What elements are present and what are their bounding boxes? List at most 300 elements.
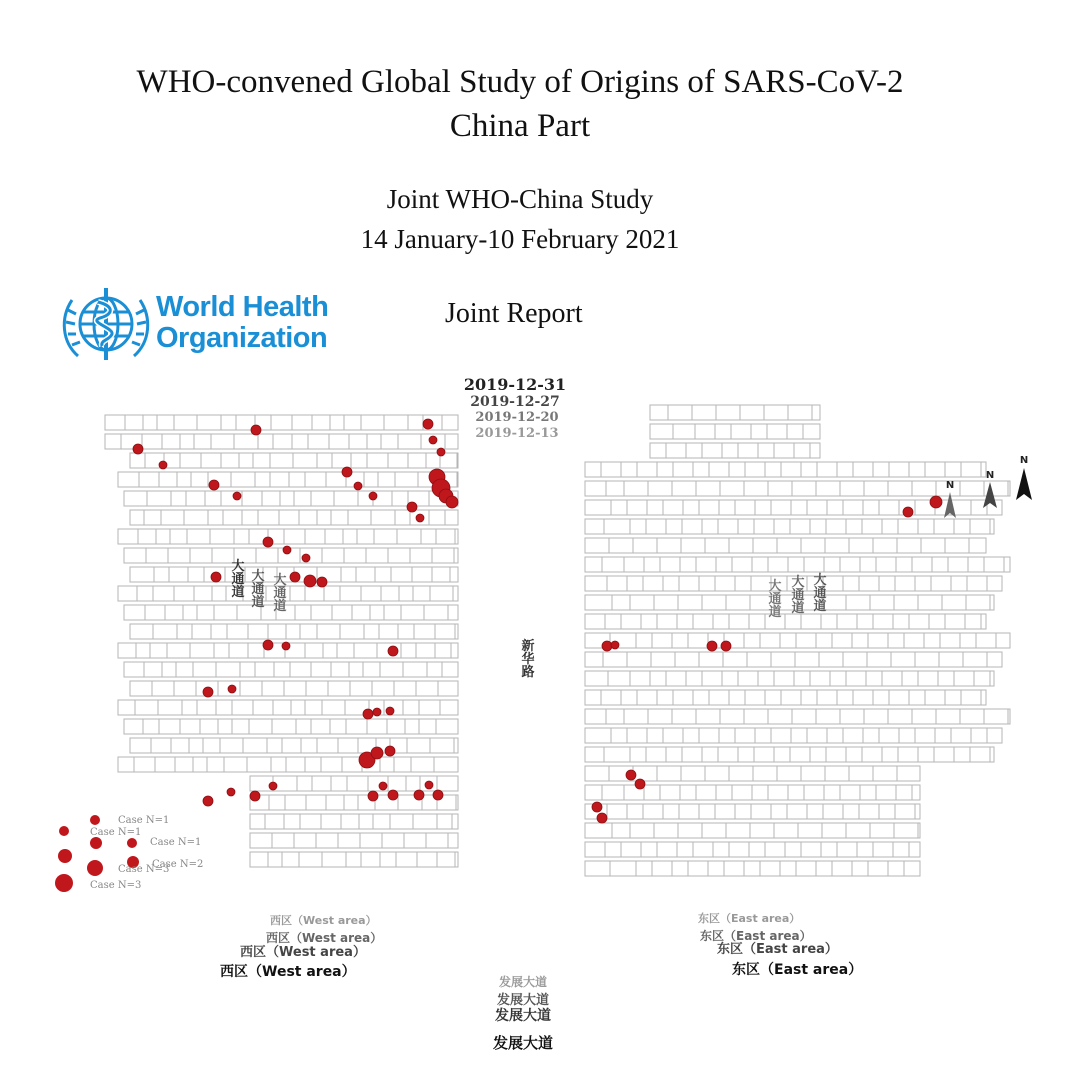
- case-legend: [55, 815, 203, 892]
- stall: [585, 538, 609, 553]
- stall: [322, 700, 345, 715]
- stall: [873, 614, 893, 629]
- stall: [987, 576, 1002, 591]
- stall: [948, 557, 968, 572]
- stall: [843, 652, 867, 667]
- stall: [161, 510, 184, 525]
- stall: [705, 766, 729, 781]
- stall: [341, 814, 359, 829]
- case-marker: [159, 461, 167, 469]
- stall: [912, 785, 920, 800]
- west-area-label-1: 西区（West area）: [270, 914, 377, 927]
- stall: [152, 681, 174, 696]
- stall: [673, 690, 693, 705]
- stall: [255, 472, 270, 487]
- stall: [364, 472, 378, 487]
- stall: [732, 557, 752, 572]
- case-marker: [304, 575, 316, 587]
- stall: [893, 614, 909, 629]
- stall: [702, 671, 722, 686]
- stall: [857, 614, 873, 629]
- stall: [361, 415, 384, 430]
- stall: [125, 415, 143, 430]
- stall: [791, 728, 807, 743]
- stall: [347, 776, 368, 791]
- stall: [410, 548, 432, 563]
- stall: [258, 434, 273, 449]
- stall: [197, 605, 214, 620]
- stall: [787, 804, 807, 819]
- stall: [384, 415, 408, 430]
- stall: [832, 861, 852, 876]
- stall: [804, 785, 824, 800]
- stall: [239, 453, 253, 468]
- stall: [337, 643, 354, 658]
- stall: [893, 842, 909, 857]
- stall: [130, 624, 153, 639]
- stall: [792, 481, 816, 496]
- stall: [738, 671, 758, 686]
- stall: [211, 434, 234, 449]
- case-marker: [437, 448, 445, 456]
- stall: [153, 624, 177, 639]
- date-label-1: 2019-12-31: [463, 375, 567, 394]
- stall: [961, 690, 981, 705]
- stall: [768, 557, 788, 572]
- stall: [630, 595, 654, 610]
- stall: [752, 557, 768, 572]
- stall: [745, 462, 765, 477]
- stall: [332, 605, 352, 620]
- study-dates: 14 January-10 February 2021: [360, 224, 680, 254]
- stall: [367, 434, 381, 449]
- stall: [882, 519, 898, 534]
- stall: [843, 728, 863, 743]
- stall: [311, 719, 330, 734]
- stall: [234, 434, 258, 449]
- case-marker: [368, 791, 378, 801]
- stall: [832, 633, 852, 648]
- stall: [610, 861, 636, 876]
- stall: [373, 814, 390, 829]
- stall: [693, 614, 713, 629]
- stall: [405, 719, 419, 734]
- stall: [366, 548, 388, 563]
- stall: [672, 481, 696, 496]
- stall: [146, 548, 168, 563]
- stall: [169, 567, 188, 582]
- stall: [296, 719, 311, 734]
- stall: [457, 453, 458, 468]
- stall: [243, 738, 267, 753]
- stall: [118, 529, 138, 544]
- stall: [868, 861, 888, 876]
- stall: [210, 529, 234, 544]
- stall: [357, 529, 374, 544]
- datong-road-label-west-1: 大通道: [228, 558, 244, 598]
- stall: [716, 785, 732, 800]
- stall: [455, 624, 458, 639]
- stall: [603, 652, 627, 667]
- stall: [250, 814, 265, 829]
- stall: [306, 681, 328, 696]
- stall: [352, 605, 370, 620]
- stall: [715, 804, 735, 819]
- stall: [683, 500, 699, 515]
- stall: [171, 738, 189, 753]
- stall: [413, 814, 437, 829]
- stall: [154, 567, 169, 582]
- stall: [846, 671, 866, 686]
- stall: [758, 443, 774, 458]
- stall: [240, 681, 262, 696]
- stall: [650, 424, 673, 439]
- stall: [346, 719, 367, 734]
- stall: [695, 424, 715, 439]
- stall: [324, 586, 340, 601]
- stall: [960, 709, 984, 724]
- stall: [852, 633, 868, 648]
- stall: [201, 453, 221, 468]
- stall: [340, 586, 361, 601]
- stall: [435, 624, 455, 639]
- stall: [666, 671, 686, 686]
- stall: [374, 529, 397, 544]
- stall: [143, 415, 157, 430]
- stall: [448, 605, 458, 620]
- stall: [971, 728, 987, 743]
- stall: [627, 728, 647, 743]
- stall: [826, 519, 846, 534]
- stall: [627, 652, 651, 667]
- stall: [150, 643, 167, 658]
- stall: [912, 481, 936, 496]
- stall: [918, 671, 938, 686]
- stall: [174, 681, 196, 696]
- stall: [705, 538, 729, 553]
- stall: [604, 519, 630, 534]
- stall: [897, 538, 921, 553]
- stall: [191, 472, 208, 487]
- stall: [894, 823, 918, 838]
- stall: [918, 519, 934, 534]
- stall: [372, 681, 394, 696]
- stall: [183, 605, 197, 620]
- stall: [180, 453, 201, 468]
- stall: [432, 567, 450, 582]
- stall: [918, 823, 920, 838]
- stall: [904, 633, 924, 648]
- stall: [167, 643, 190, 658]
- stall: [395, 510, 410, 525]
- stall: [124, 491, 147, 506]
- stall: [657, 690, 673, 705]
- legend-label-4: Case N=2: [152, 859, 204, 870]
- stall: [457, 472, 458, 487]
- stall: [747, 652, 771, 667]
- stall: [722, 671, 738, 686]
- stall: [340, 624, 364, 639]
- stall: [755, 500, 771, 515]
- stall: [344, 415, 361, 430]
- stall: [682, 747, 702, 762]
- stall: [823, 804, 843, 819]
- stall: [867, 652, 891, 667]
- stall: [450, 567, 458, 582]
- stall: [395, 472, 418, 487]
- stall: [987, 652, 1002, 667]
- stall: [909, 842, 920, 857]
- stall: [745, 690, 765, 705]
- stall: [931, 576, 951, 591]
- stall: [432, 548, 454, 563]
- stall: [180, 719, 200, 734]
- stall: [269, 795, 285, 810]
- stall: [363, 662, 380, 677]
- stall: [416, 643, 435, 658]
- stall: [299, 510, 317, 525]
- stall: [974, 671, 990, 686]
- stall: [970, 747, 990, 762]
- stall: [686, 443, 702, 458]
- stall: [232, 700, 253, 715]
- stall: [984, 709, 1008, 724]
- stall: [338, 833, 360, 848]
- stall: [663, 804, 679, 819]
- stall: [794, 671, 810, 686]
- stall: [753, 766, 777, 781]
- legend-marker: [90, 815, 100, 825]
- stall: [702, 823, 726, 838]
- stall: [968, 557, 984, 572]
- stall: [270, 453, 293, 468]
- stall: [350, 681, 372, 696]
- stall: [305, 643, 323, 658]
- stall: [873, 842, 893, 857]
- stall: [607, 804, 627, 819]
- stall: [954, 671, 974, 686]
- stall: [785, 842, 801, 857]
- stall: [118, 757, 134, 772]
- stall: [918, 595, 942, 610]
- stall: [765, 690, 781, 705]
- stall: [194, 434, 211, 449]
- stall: [412, 567, 432, 582]
- stall: [754, 747, 774, 762]
- stall: [605, 614, 621, 629]
- stall: [585, 519, 604, 534]
- stall: [1004, 557, 1010, 572]
- stall: [660, 785, 680, 800]
- stall: [326, 795, 344, 810]
- stall: [208, 510, 223, 525]
- stall: [652, 633, 672, 648]
- stall: [421, 529, 436, 544]
- stall: [301, 738, 317, 753]
- case-marker: [385, 746, 395, 756]
- stall: [768, 785, 788, 800]
- stall: [798, 823, 822, 838]
- case-marker: [133, 444, 143, 454]
- stall: [801, 690, 817, 705]
- stall: [702, 519, 718, 534]
- stall: [442, 662, 458, 677]
- stall: [440, 700, 458, 715]
- development-road-label-4: 发展大道: [492, 1034, 554, 1052]
- stall: [780, 633, 796, 648]
- stall: [417, 852, 437, 867]
- report-title-line2: China Part: [449, 108, 591, 144]
- development-road-label-2: 发展大道: [496, 993, 550, 1008]
- stall: [139, 472, 159, 487]
- stall: [990, 747, 994, 762]
- stall: [397, 529, 421, 544]
- stall: [381, 586, 399, 601]
- stall: [791, 500, 807, 515]
- stall: [765, 462, 781, 477]
- stall: [873, 462, 889, 477]
- stall: [585, 823, 612, 838]
- date-label-2: 2019-12-27: [470, 394, 560, 410]
- west-area-label-3: 西区（West area）: [240, 945, 366, 960]
- stall: [442, 415, 458, 430]
- stall: [216, 700, 232, 715]
- stall: [322, 852, 346, 867]
- stall: [306, 795, 326, 810]
- stall: [750, 823, 774, 838]
- stall: [729, 614, 749, 629]
- stall: [130, 681, 152, 696]
- stall: [413, 586, 430, 601]
- case-marker: [903, 507, 913, 517]
- stall: [936, 709, 960, 724]
- stall: [810, 747, 826, 762]
- stall: [272, 719, 296, 734]
- stall: [361, 586, 381, 601]
- case-marker: [290, 572, 300, 582]
- stall: [821, 842, 837, 857]
- stall: [180, 434, 194, 449]
- stall: [862, 519, 882, 534]
- stall: [810, 443, 820, 458]
- stall: [311, 491, 334, 506]
- stall: [174, 586, 194, 601]
- stall: [888, 709, 912, 724]
- stall: [749, 614, 765, 629]
- stall: [332, 453, 351, 468]
- stall: [607, 576, 627, 591]
- who-emblem-icon: [56, 282, 156, 366]
- stall: [328, 681, 350, 696]
- stall: [990, 595, 994, 610]
- market-case-map: [0, 360, 1080, 1080]
- stall: [863, 500, 879, 515]
- stall: [976, 633, 996, 648]
- stall: [255, 662, 274, 677]
- stall: [384, 605, 401, 620]
- stall: [142, 434, 162, 449]
- stall: [343, 529, 357, 544]
- stall: [663, 576, 679, 591]
- stall: [660, 557, 680, 572]
- legend-label-2: Case N=1: [90, 827, 142, 838]
- stall: [118, 586, 137, 601]
- stall: [399, 586, 413, 601]
- stall: [819, 652, 843, 667]
- stall: [585, 671, 608, 686]
- stall: [360, 833, 382, 848]
- stall: [436, 529, 455, 544]
- stall: [427, 662, 442, 677]
- stall: [644, 785, 660, 800]
- stall: [124, 605, 145, 620]
- stall: [752, 785, 768, 800]
- stall: [331, 776, 347, 791]
- stall: [668, 405, 692, 420]
- stall: [359, 814, 373, 829]
- stall: [248, 643, 264, 658]
- case-marker: [250, 791, 260, 801]
- legend-label-6: Case N=3: [90, 880, 142, 891]
- stall: [361, 852, 380, 867]
- stall: [915, 728, 935, 743]
- case-marker: [930, 496, 942, 508]
- stall: [311, 662, 331, 677]
- stall: [162, 662, 176, 677]
- stall: [351, 453, 367, 468]
- stall: [162, 434, 180, 449]
- stall: [182, 700, 197, 715]
- stall: [849, 766, 873, 781]
- stall: [305, 529, 325, 544]
- stall: [627, 804, 643, 819]
- stall: [292, 434, 308, 449]
- stall: [294, 491, 311, 506]
- who-name-line2: Organization: [156, 322, 328, 354]
- case-marker: [363, 709, 373, 719]
- stall: [860, 785, 876, 800]
- stall: [663, 728, 683, 743]
- stall: [159, 719, 180, 734]
- stall: [286, 624, 300, 639]
- stall: [212, 586, 226, 601]
- stall: [207, 757, 224, 772]
- stall: [105, 415, 125, 430]
- stall: [144, 662, 162, 677]
- west-area-label-4: 西区（West area）: [220, 964, 356, 980]
- stall: [602, 785, 624, 800]
- stall: [807, 728, 827, 743]
- stall: [895, 804, 915, 819]
- stall: [801, 842, 821, 857]
- stall: [585, 595, 612, 610]
- stall: [190, 643, 214, 658]
- stall: [873, 766, 897, 781]
- stall: [764, 405, 788, 420]
- stall: [765, 842, 785, 857]
- stall: [197, 700, 216, 715]
- case-marker: [233, 492, 241, 500]
- stall: [585, 481, 606, 496]
- stall: [317, 510, 331, 525]
- stall: [898, 519, 918, 534]
- case-marker: [388, 790, 398, 800]
- stall: [388, 776, 406, 791]
- stall: [388, 453, 408, 468]
- stall: [709, 462, 729, 477]
- stall: [189, 738, 203, 753]
- stall: [840, 557, 860, 572]
